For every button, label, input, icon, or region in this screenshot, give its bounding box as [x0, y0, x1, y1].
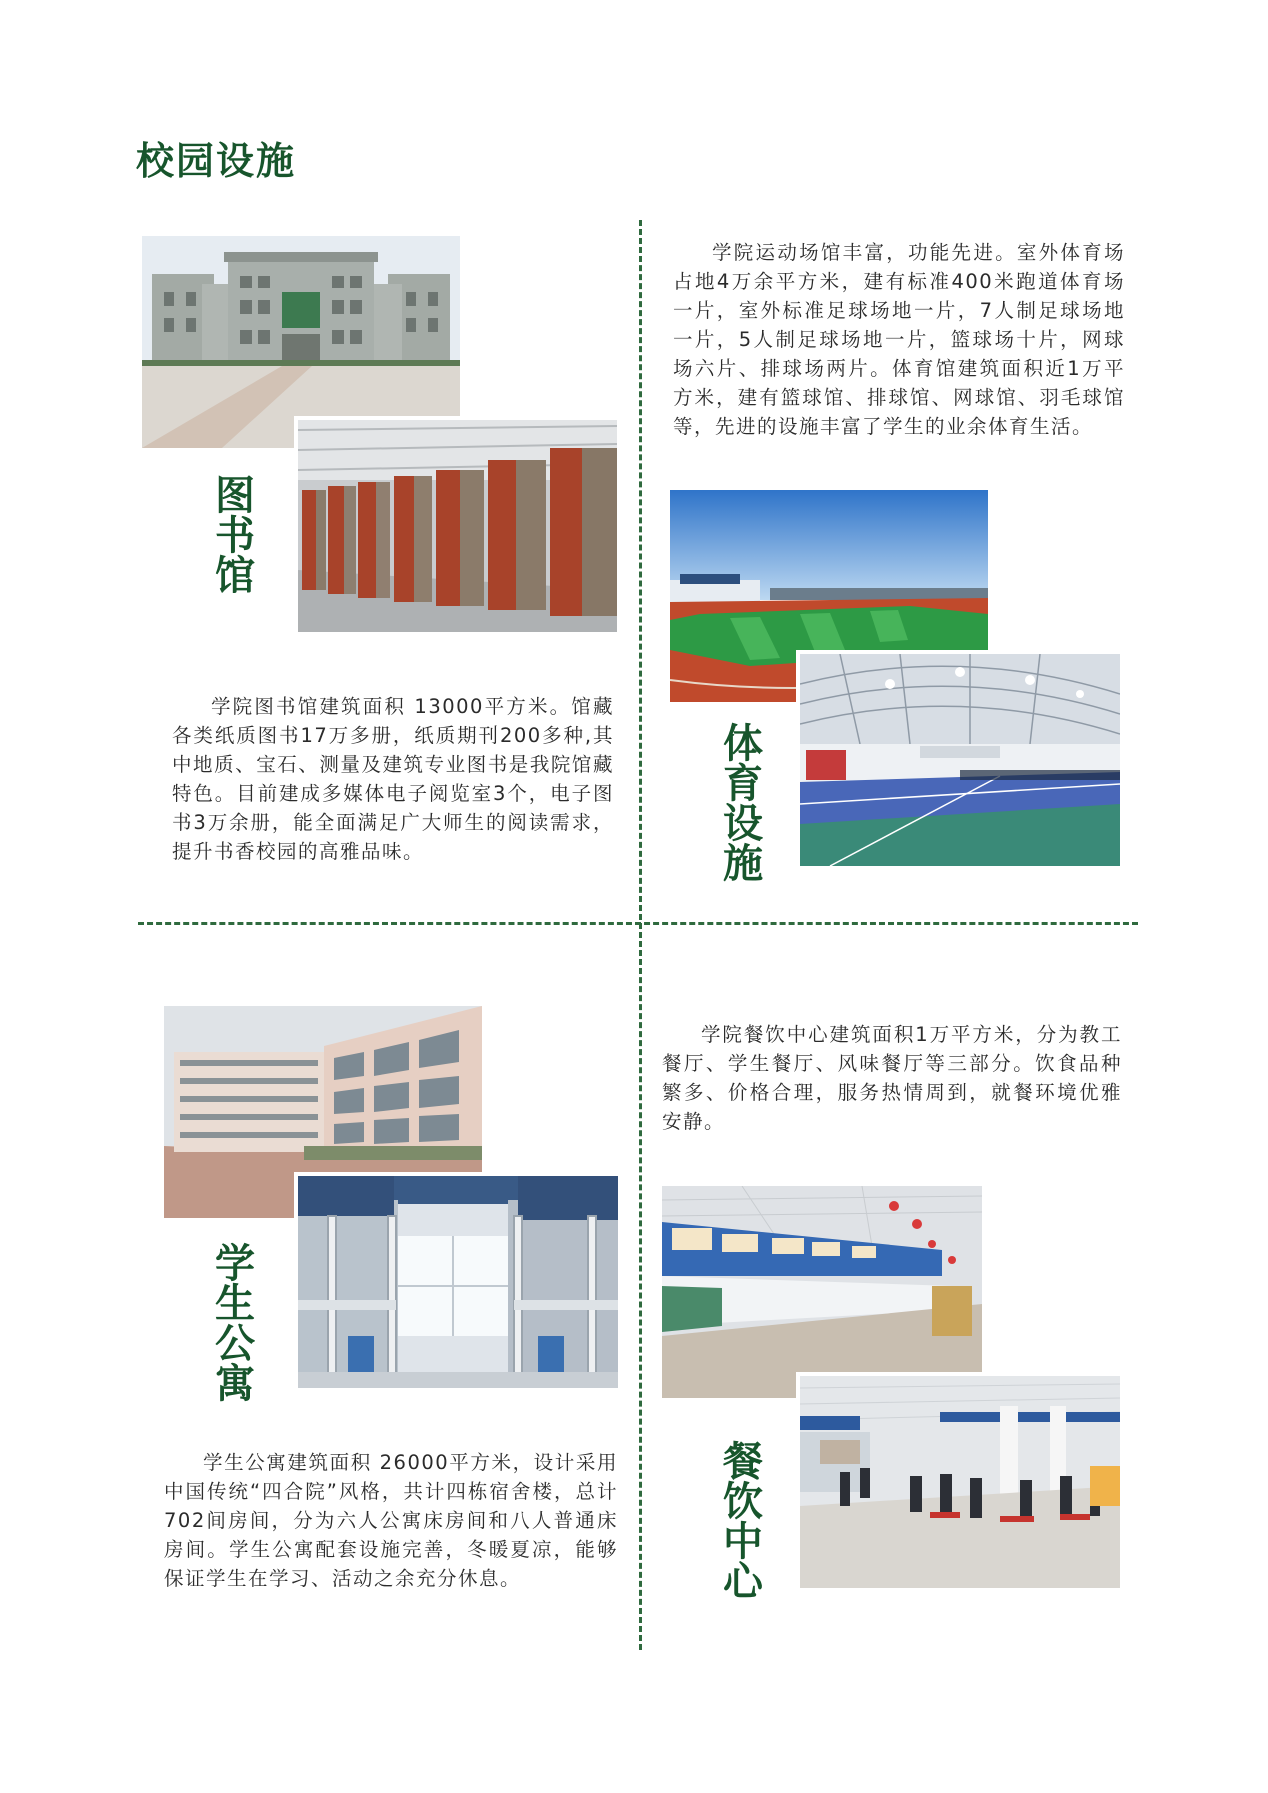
- vertical-divider: [639, 220, 642, 1650]
- canteen-counter-photo: [662, 1186, 982, 1398]
- dining-hall-photo: [800, 1376, 1120, 1588]
- sports-title: 体育设施: [723, 720, 763, 887]
- dormitory-description: 学生公寓建筑面积 26000平方米，设计采用中国传统“四合院”风格，共计四栋宿舍楼，总计702间房间，分为六人公寓床房间和八人普通床房间。学生公寓配套设施完善，冬暖夏凉，能够保证学生在学习、活动之余充分休息。: [164, 1451, 618, 1590]
- dormitory-title: 学生公寓: [215, 1240, 255, 1407]
- horizontal-divider: [138, 922, 1138, 925]
- library-building-photo: [142, 236, 460, 448]
- library-bookshelves-photo: [298, 420, 617, 632]
- sports-description: 学院运动场馆丰富，功能先进。室外体育场占地4万余平方米，建有标准400米跑道体育场一片，室外标准足球场地一片，7人制足球场地一片，5人制足球场地一片，篮球场十片，网球场六片、排球场两片。体育馆建筑面积近1万平方米，建有篮球馆、排球馆、网球馆、羽毛球馆等，先进的设施丰富了学生的业余体育生活。: [673, 241, 1125, 438]
- gymnasium-photo: [800, 654, 1120, 866]
- dining-description: 学院餐饮中心建筑面积1万平方米，分为教工餐厅、学生餐厅、风味餐厅等三部分。饮食品种繁多、价格合理，服务热情周到，就餐环境优雅安静。: [662, 1023, 1122, 1133]
- dining-title: 餐饮中心: [723, 1438, 763, 1605]
- dorm-room-photo: [298, 1176, 618, 1388]
- library-description: 学院图书馆建筑面积 13000平方米。馆藏各类纸质图书17万多册，纸质期刊200多种,其中地质、宝石、测量及建筑专业图书是我院馆藏特色。目前建成多媒体电子阅览室3个，电子图书3万余册，能全面满足广大师生的阅读需求，提升书香校园的高雅品味。: [172, 695, 614, 863]
- library-title: 图书馆: [215, 472, 255, 599]
- page-title: 校园设施: [136, 139, 297, 183]
